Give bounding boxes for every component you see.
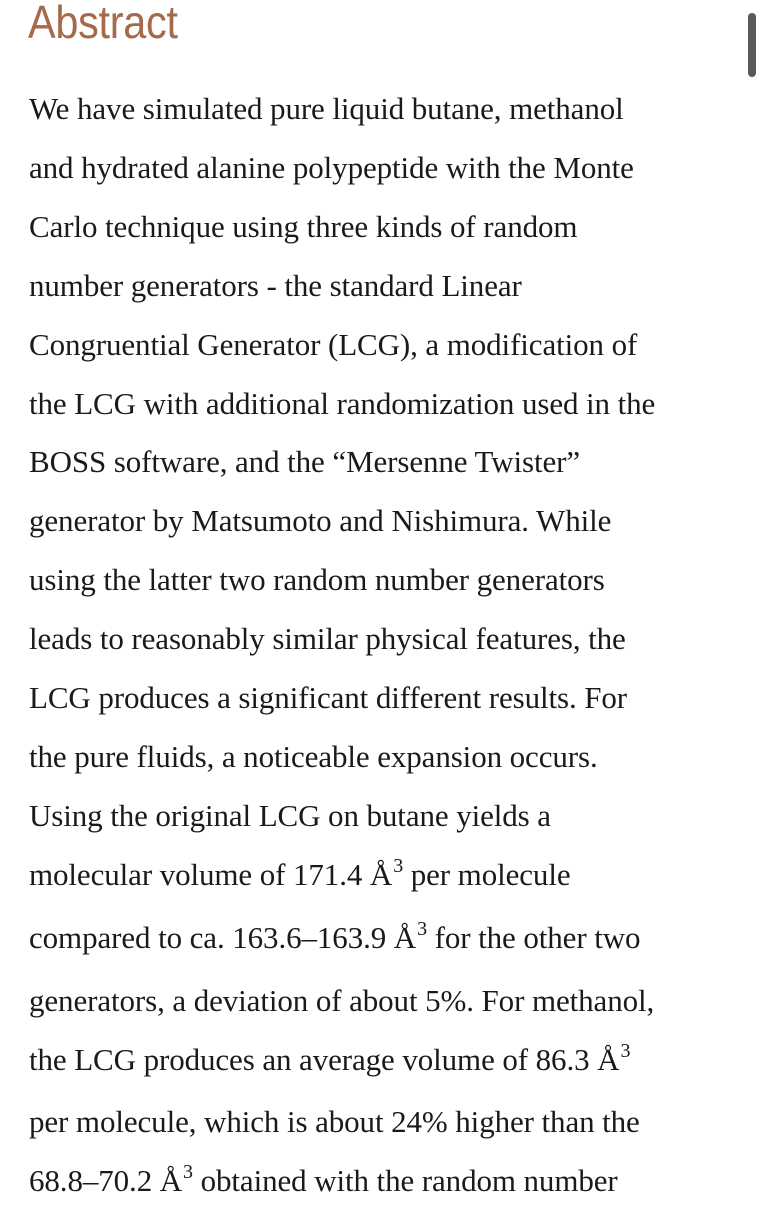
- abstract-line: the LCG with additional randomization used in the: [29, 385, 656, 421]
- abstract-line: the pure fluids, a noticeable expansion occurs.: [29, 738, 598, 774]
- text-run: compared to ca. 163.6–163.9 Å: [29, 919, 417, 955]
- text-run: molecular volume of 171.4 Å: [29, 856, 393, 892]
- text-run: for the other two: [427, 919, 641, 955]
- text-run: obtained with the random number: [192, 1163, 618, 1199]
- text-run: the LCG produces an average volume of 86.3 Å: [29, 1041, 620, 1077]
- abstract-line: number generators - the standard Linear: [29, 267, 522, 303]
- abstract-line: Using the original LCG on butane yields a: [29, 797, 551, 833]
- text-run: per molecule: [403, 856, 571, 892]
- abstract-line: and hydrated alanine polypeptide with the Monte: [29, 149, 634, 185]
- abstract-line: [29, 1031, 729, 1094]
- superscript: 3: [183, 1161, 193, 1184]
- abstract-line: [29, 909, 729, 972]
- abstract-line: using the latter two random number generators: [29, 562, 605, 598]
- abstract-line: generators, a deviation of about 5%. For methanol,: [29, 982, 655, 1018]
- abstract-text: [29, 80, 729, 1215]
- abstract-line: per molecule, which is about 24% higher than the: [29, 1104, 640, 1140]
- abstract-line: [29, 846, 729, 909]
- scrollbar-thumb[interactable]: [748, 13, 756, 77]
- abstract-line: [29, 1152, 729, 1215]
- section-heading-abstract: Abstract: [28, 0, 178, 48]
- abstract-line: generator by Matsumoto and Nishimura. While: [29, 503, 612, 539]
- superscript: 3: [393, 854, 404, 877]
- abstract-line: LCG produces a significant different results. For: [29, 680, 628, 716]
- abstract-line: leads to reasonably similar physical features, the: [29, 621, 626, 657]
- abstract-line: Carlo technique using three kinds of random: [29, 208, 578, 244]
- superscript: 3: [620, 1039, 631, 1062]
- abstract-line: We have simulated pure liquid butane, methanol: [29, 91, 624, 126]
- text-run: 68.8–70.2 Å: [29, 1163, 183, 1199]
- abstract-line: BOSS software, and the “Mersenne Twister”: [29, 444, 581, 480]
- superscript: 3: [417, 917, 427, 940]
- abstract-line: Congruential Generator (LCG), a modification of: [29, 326, 638, 362]
